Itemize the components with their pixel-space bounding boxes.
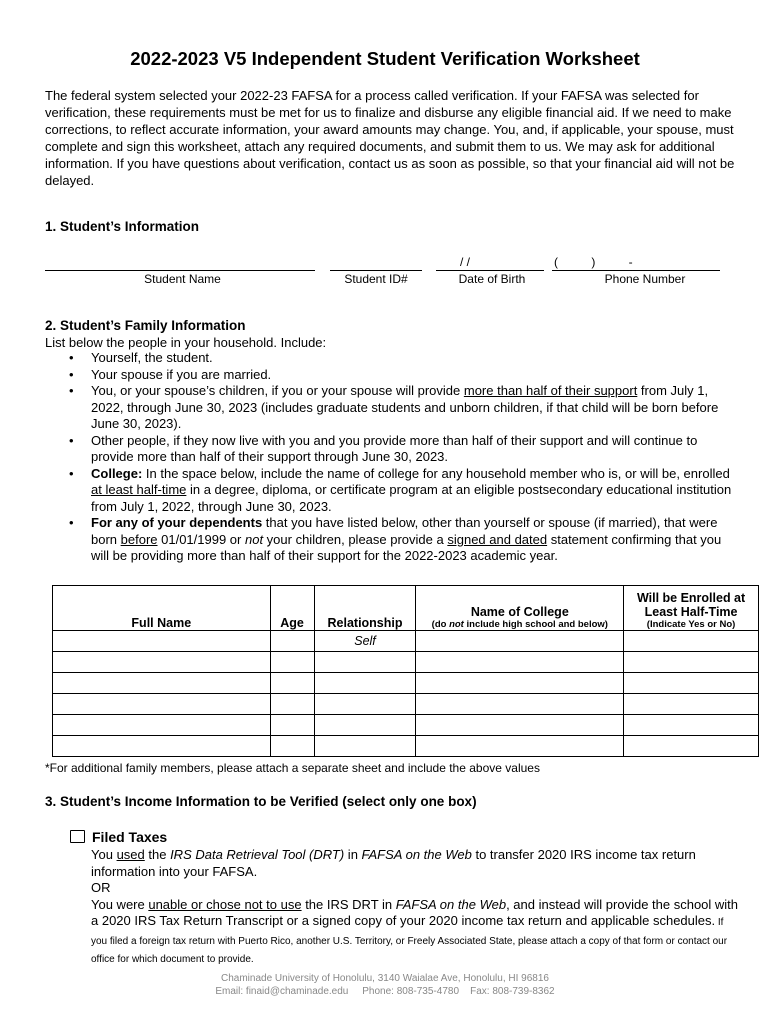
cell-full-name[interactable] (53, 694, 271, 715)
header-relationship: Relationship (314, 586, 416, 631)
cell-college[interactable] (416, 652, 624, 673)
cell-full-name[interactable] (53, 652, 271, 673)
cell-age[interactable] (270, 652, 314, 673)
cell-age[interactable] (270, 631, 314, 652)
cell-full-name[interactable] (53, 631, 271, 652)
phone-label: Phone Number (604, 272, 686, 286)
section3-heading: 3. Student’s Income Information to be Verified (select only one box) (45, 794, 477, 809)
cell-full-name[interactable] (53, 673, 271, 694)
list-item: • Yourself, the student. (45, 350, 735, 367)
cell-enrolled[interactable] (624, 673, 759, 694)
cell-enrolled[interactable] (624, 694, 759, 715)
filed-taxes-description: You used the IRS Data Retrieval Tool (DRT) in FAFSA on the Web to transfer 2020 IRS income tax return information into your FAFSA. OR You were unable or chose not to use the IRS DRT in FAFSA on the Web, and instead will provide the school with a 2020 IRS Tax Return Transcript or a signed copy of your 2020 income tax return and applicable schedules. If you filed a foreign tax return with Puerto Rico, another U.S. Territory, or Freely Associated State, please attach a copy of that form or contact our office for which document to provide. (91, 847, 739, 965)
filed-taxes-label: Filed Taxes (92, 829, 168, 845)
cell-relationship[interactable] (314, 736, 416, 757)
cell-college[interactable] (416, 631, 624, 652)
table-row (53, 631, 759, 652)
intro-paragraph: The federal system selected your 2022-23 FAFSA for a process called verification. If your FAFSA was selected for verification, these requirements must be met for us to finalize and disburse any eligible financial aid. If we need to make corrections, to reflect accurate information, your award amounts may change. You, and, if applicable, your spouse, must complete and sign this worksheet, attach any required documents, and submit them to us. We may ask for additional information. If you have questions about verification, contact us as soon as possible, so that your financial aid will not be delayed. (45, 88, 735, 188)
dob-line[interactable] (436, 270, 544, 271)
student-name-line[interactable] (45, 270, 315, 271)
dob-slashes: / / (460, 255, 471, 269)
cell-age[interactable] (270, 715, 314, 736)
cell-full-name[interactable] (53, 715, 271, 736)
list-item: • For any of your dependents that you have listed below, other than yourself or spouse (if married), that were born before 01/01/1999 or not your children, please provide a signed and dated statement confirming that you will be providing more than half of their support for the 2022-2023 academic year. (45, 515, 735, 565)
student-name-label: Student Name (144, 272, 221, 286)
filed-taxes-option[interactable] (70, 829, 167, 845)
cell-college[interactable] (416, 736, 624, 757)
cell-age[interactable] (270, 694, 314, 715)
cell-relationship[interactable] (314, 652, 416, 673)
table-row (53, 652, 759, 673)
table-row (53, 673, 759, 694)
cell-age[interactable] (270, 673, 314, 694)
table-row (53, 715, 759, 736)
dob-label: Date of Birth (458, 272, 526, 286)
cell-enrolled[interactable] (624, 652, 759, 673)
section2-heading: 2. Student’s Family Information (45, 318, 246, 333)
student-id-label: Student ID# (344, 272, 408, 286)
cell-age[interactable] (270, 736, 314, 757)
student-id-line[interactable] (330, 270, 422, 271)
cell-relationship[interactable] (314, 694, 416, 715)
header-enrolled: Will be Enrolled at Least Half-Time (Indicate Yes or No) (624, 586, 759, 631)
table-row (53, 694, 759, 715)
family-footnote: *For additional family members, please attach a separate sheet and include the above values (45, 761, 540, 775)
cell-college[interactable] (416, 715, 624, 736)
cell-enrolled[interactable] (624, 715, 759, 736)
footer-address: Chaminade University of Honolulu, 3140 Waialae Ave, Honolulu, HI 96816 (221, 973, 549, 984)
cell-full-name[interactable] (53, 736, 271, 757)
cell-enrolled[interactable] (624, 736, 759, 757)
page-title: 2022-2023 V5 Independent Student Verification Worksheet (130, 48, 640, 69)
footer-contact: Email: finaid@chaminade.edu Phone: 808-735-4780 Fax: 808-739-8362 (215, 986, 555, 997)
list-item: • You, or your spouse’s children, if you or your spouse will provide more than half of their support from July 1, 2022, through June 30, 2023 (includes graduate students and unborn children, if that child will be born before June 30, 2023). (45, 383, 735, 433)
household-list-intro: List below the people in your household. Include: (45, 335, 327, 350)
header-college: Name of College (do not include high school and below) (416, 586, 624, 631)
cell-college[interactable] (416, 673, 624, 694)
cell-relationship[interactable] (314, 715, 416, 736)
list-item: • Other people, if they now live with you and you provide more than half of their support and will continue to provide more than half of their support through June 30, 2023. (45, 433, 735, 466)
table-row (53, 736, 759, 757)
filed-taxes-checkbox[interactable] (70, 830, 85, 843)
page-footer (0, 972, 770, 998)
header-full-name: Full Name (53, 586, 271, 631)
section1-heading: 1. Student’s Information (45, 219, 200, 234)
phone-mask: ( ) - (554, 255, 633, 269)
family-table (52, 585, 759, 757)
cell-relationship[interactable] (314, 673, 416, 694)
list-item: • College: In the space below, include the name of college for any household member who is, or will be, enrolled at least half-time in a degree, diploma, or certificate program at an eligible postsecondary educational institution from July 1, 2022, through June 30, 2023. (45, 466, 735, 516)
household-bullets (45, 350, 735, 565)
cell-relationship: Self (314, 631, 416, 652)
cell-enrolled[interactable] (624, 631, 759, 652)
header-age: Age (270, 586, 314, 631)
phone-line[interactable] (552, 270, 720, 271)
cell-college[interactable] (416, 694, 624, 715)
table-header-row (53, 586, 759, 631)
list-item: • Your spouse if you are married. (45, 367, 735, 384)
